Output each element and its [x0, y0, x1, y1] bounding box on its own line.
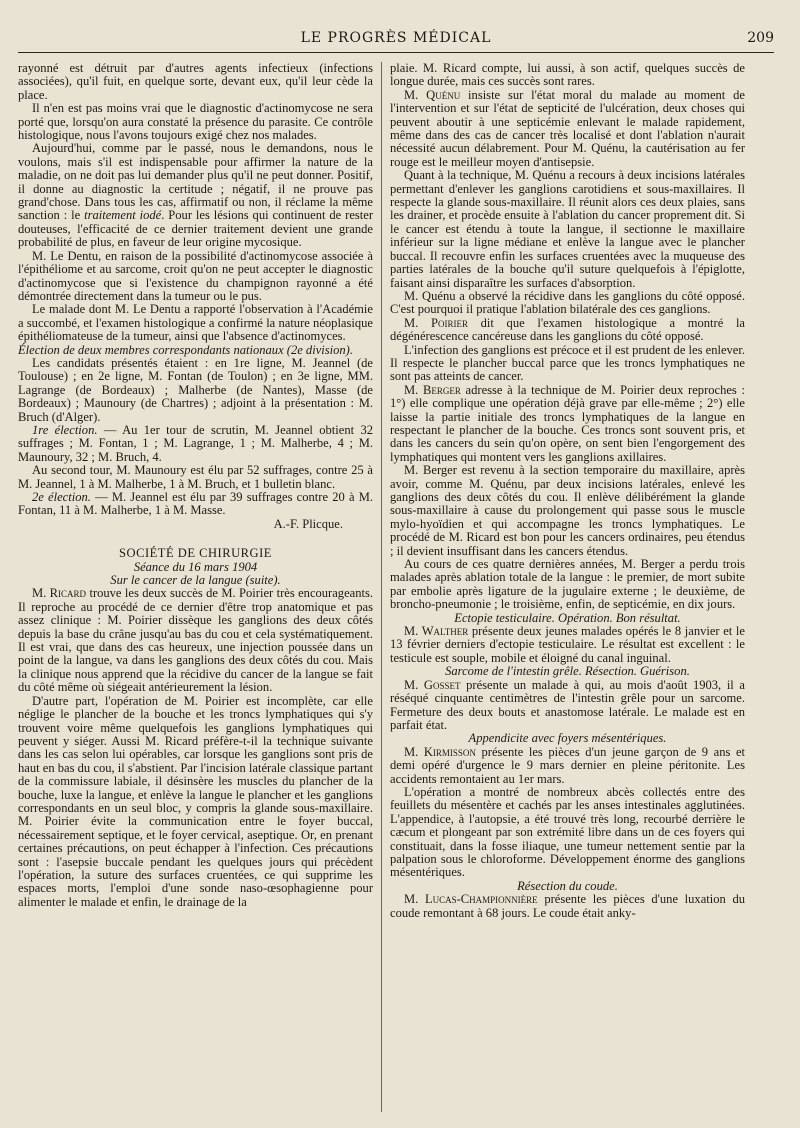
- text-run: insiste sur l'état moral du malade au moment de l'intervention et sur l'état de septicité de l'ulcération, deux choses qui peuvent aboutir à une septicémie enlevant le malade rapidement, même dans des cas de cancer très localisé et dont l'ablation n'aurait nécessité aucun délabrement. Pour M. Quénu, la cautérisation au fer rouge est le meilleur moyen d'antisepsie.: [390, 87, 745, 169]
- paragraph: [390, 317, 745, 344]
- subsection-heading: Appendicite avec foyers mésentériques.: [468, 731, 667, 746]
- speaker-name: M. Poirier: [404, 315, 468, 330]
- subsection-heading: Ectopie testiculaire. Opération. Bon résultat.: [454, 610, 681, 625]
- right-column: [390, 62, 745, 1117]
- speaker-name: M. Gosset: [404, 677, 461, 692]
- paragraph: Les candidats présentés étaient : en 1re ligne, M. Jeannel (de Toulouse) ; en 2e ligne, M. Fontan (de Toulon) ; en 3e ligne, MM. Lagrange (de Bordeaux) ; Malherbe (de Nantes), Masse (de Bordeaux) ; Maunoury (de Chartres) ; adjoint à la présentation : M. Bruch (d'Alger).: [18, 355, 373, 424]
- paragraph: Le malade dont M. Le Dentu a rapporté l'observation à l'Académie a succombé, et l'examen histologique a confirmé la nature néoplasique épithéliomateuse de la tumeur, ainsi que l'absence d'actinomyces.: [18, 302, 373, 344]
- text-run: présente les pièces d'une luxation du coude remontant à 68 jours. Le coude était anky-: [390, 892, 745, 920]
- speaker-name: M. Ricard: [32, 586, 87, 601]
- paragraph: [390, 679, 745, 733]
- paragraph: M. Le Dentu, en raison de la possibilité d'actinomycose associée à l'épithéliome et au sarcome, croit qu'on ne peut accepter le diagnostic d'actinomycose que si l'existence du champignon rayonné a été démontrée directement dans la tumeur ou le pus.: [18, 248, 373, 303]
- paragraph: [18, 491, 373, 518]
- running-header: [18, 30, 774, 50]
- paragraph: [390, 746, 745, 786]
- text-run: présente les pièces d'un jeune garçon de 9 ans et demi opéré d'urgence le 9 mars dernier en pleine péritonite. Les accidents remontaient au 1er mars.: [390, 744, 745, 786]
- journal-title: LE PROGRÈS MÉDICAL: [300, 30, 492, 46]
- paragraph: D'autre part, l'opération de M. Poirier est incomplète, car elle néglige le plancher de la bouche et les troncs lymphatiques qui s'y trouvent voire même quelquefois les ganglions lymphatiques qui peuvent y siéger. Aussi M. Ricard préfère-t-il la technique suivante dans les cas selon lui opérables, car lorsque les ganglions sont pris de haut en bas du cou, il s'abstient. Par l'incision latérale classique partant de la commissure labiale, il désinsère les muscles du plancher de la bouche, luxe la langue, et enlève la langue le plancher et les ganglions correspondants en un seul bloc, y compris la glande sous-maxillaire. M. Poirier évite la communication entre le foyer buccal, nécessairement septique, et le foyer cervical, aseptique. Or, en prenant certaines précautions, on peut échapper à l'infection. Ces précautions sont : l'asepsie buccale pendant les quelques jours qui précèdent l'opération, la suture des surfaces cruentées, ce qui supprime les espaces morts, l'emploi d'une sonde naso-œsophagienne pour alimenter le malade et enfin, le drainage de la: [18, 693, 373, 909]
- italic-run: 1re élection.: [32, 422, 98, 437]
- speaker-name: M. Lucas-Championnière: [404, 892, 538, 907]
- text-run: présente un malade à qui, au mois d'août 1903, il a réséqué cinquante centimètres de l'intestin grêle pour un sarcome. Fermeture des deux bouts et anastomose latérale. Le malade est en parfait état.: [390, 677, 745, 732]
- paragraph: [18, 587, 373, 694]
- page-number: 209: [747, 30, 774, 46]
- paragraph: plaie. M. Ricard compte, lui aussi, à son actif, quelques succès de longue durée, mais ces succès sont rares.: [390, 62, 745, 89]
- paragraph: [390, 893, 745, 920]
- paragraph: Quant à la technique, M. Quénu a recours à deux incisions latérales permettant d'enlever les ganglions carotidiens et sous-maxillaires. Il respecte la glande sous-maxillaire. Il réunit alors ces deux plaies, sans les drainer, et procède ensuite à l'ablation du cancer proprement dit. Si le cancer est étendu à toute la langue, il sectionne le maxillaire inférieur sur la ligne médiane et enlève la langue avec le plancher buccal. Il recouvre enfin les surfaces cruentées avec la muqueuse des parties latérales de la bouche qu'il suture quelquefois à l'épiglotte, faisant ainsi disparaître les surfaces d'absorption.: [390, 168, 745, 290]
- left-column: [18, 62, 373, 1117]
- text-run: adresse à la technique de M. Poirier deux reproches : 1°) elle complique une opération déjà grave par elle-même ; 2°) elle laisse la partie initiale des troncs lymphatiques de la langue en respectant le plancher de la bouche. Ces troncs sont souvent pris, et dans les cancers du sein qu'on opère, on sent bien l'engorgement des lymphatiques qui montent vers les ganglions axillaires.: [390, 382, 745, 464]
- paragraph: Au second tour, M. Maunoury est élu par 52 suffrages, contre 25 à M. Jeannel, 1 à M. Malherbe, 1 à M. Bruch, et 1 bulletin blanc.: [18, 463, 373, 491]
- signature: A.-F. Plicque.: [273, 516, 343, 531]
- text-run: Aujourd'hui, comme par le passé, nous le demandons, nous le voulons, mais s'il est indispensable pour affirmer la nature de la maladie, on ne doit pas lui demander plus qu'il ne peut donner. Positif, il donne au diagnostic la certitude ; négatif, il ne prouve pas grand'chose. Dans tous les cas, affirmatif ou non, il réclame la même sanction : le: [18, 141, 373, 223]
- seance-date: Séance du 16 mars 1904: [133, 559, 258, 574]
- text-run: — Au 1er tour de scrutin, M. Jeannel obtient 32 suffrages ; M. Fontan, 1 ; M. Lagrange, 1 ; M. Malherbe, 4 ; M. Maunoury, 32 ; M. Bruch, 4.: [18, 422, 373, 464]
- header-rule: [18, 52, 774, 53]
- italic-run: traitement iodé: [84, 208, 162, 223]
- paragraph: [18, 424, 373, 464]
- speaker-name: M. Berger: [404, 382, 461, 397]
- society-heading: SOCIÉTÉ DE CHIRURGIE: [119, 546, 272, 561]
- subsection-heading: Résection du coude.: [517, 878, 618, 893]
- paragraph: [18, 142, 373, 249]
- paragraph: M. Quénu a observé la récidive dans les ganglions du côté opposé. C'est pourquoi il pratique l'ablation bilatérale des ces ganglions.: [390, 288, 745, 317]
- text-run: . Pour les lésions qui continuent de rester douteuses, l'efficacité de ce dernier traitement devient une grande probabilité de plus, en faveur de leur origine mycosique.: [18, 208, 373, 250]
- text-run: — M. Jeannel est élu par 39 suffrages contre 20 à M. Fontan, 11 à M. Malherbe, 1 à M. Masse.: [18, 490, 373, 518]
- topic-heading: Sur le cancer de la langue (suite).: [110, 573, 281, 588]
- text-run: trouve les deux succès de M. Poirier très encourageants. Il reproche au procédé de ce dernier d'être trop anatomique et pas assez clinique : M. Poirier dissèque les ganglions des deux côtés depuis la base du crâne jusqu'au bas du cou et cela systématiquement. Il est vrai, que dans des cas heureux, une injection poussée dans un point de la langue, va dans les ganglions des deux côtés du cou. Mais la clinique nous apprend que la récidive du cancer de la langue se fait du côté même où siégeait antérieurement la lésion.: [18, 586, 373, 695]
- election-heading: Élection de deux membres correspondants nationaux (2e division).: [18, 342, 353, 357]
- column-divider: [381, 62, 382, 1112]
- speaker-name: M. Walther: [404, 624, 469, 639]
- text-run: dit que l'examen histologique a montré la dégénérescence cancéreuse dans les ganglions du côté opposé.: [390, 315, 745, 344]
- paragraph: [390, 89, 745, 169]
- paragraph: [390, 384, 745, 464]
- paragraph: L'opération a montré de nombreux abcès collectés entre des feuillets du mésentère et cachés par les anses intestinales agglutinées. L'appendice, à l'autopsie, a été trouvé très long, recourbé derrière le cæcum et plongeant par son extrémité libre dans un de ces foyers qui constituait, dans la fosse iliaque, une tumeur nettement sentie par la palpation sous le chloroforme. Développement énorme des ganglions mésentériques.: [390, 784, 745, 880]
- paragraph: M. Berger est revenu à la section temporaire du maxillaire, après avoir, comme M. Quénu, par deux incisions latérales, enlevé les ganglions des deux côtés du cou. Il enlève délibérément la glande sous-maxillaire à cause du prolongement qui passe sous le muscle mylo-hyoïdien et qui accompagne les troncs lymphatiques. Le procédé de M. Ricard est bon pour les cancers ordinaires, peu étendus ; il devient insuffisant dans les cancers étendus.: [390, 463, 745, 558]
- paragraph: L'infection des ganglions est précoce et il est prudent de les enlever. Il respecte le plancher buccal parce que les troncs lymphatiques ne sont pas atteints de cancer.: [390, 342, 745, 384]
- text-run: présente deux jeunes malades opérés le 8 janvier et le 13 février derniers d'ectopie testiculaire. Le résultat est excellent : le testicule est souple, mobile et éloigné du canal inguinal.: [390, 624, 745, 665]
- speaker-name: M. Quénu: [404, 87, 461, 102]
- paragraph: Au cours de ces quatre dernières années, M. Berger a perdu trois malades après ablation totale de la langue : le premier, de mort subite par embolie après ligature de la jugulaire externe ; le deuxième, de broncho-pneumonie ; le troisième, enfin, de septicémie, en dix jours.: [390, 557, 745, 612]
- paragraph: [390, 625, 745, 665]
- subsection-heading: Sarcome de l'intestin grêle. Résection. Guérison.: [445, 664, 690, 679]
- speaker-name: M. Kirmisson: [404, 744, 476, 759]
- italic-run: 2e élection.: [32, 490, 91, 504]
- paragraph: rayonné est détruit par d'autres agents infectieux (infections associées), qu'il fuit, en quelque sorte, devant eux, qu'il leur cède la place.: [18, 62, 373, 102]
- paragraph: Il n'en est pas moins vrai que le diagnostic d'actinomycose ne sera porté que, lorsqu'on aura constaté la présence du parasite. Ce contrôle histologique, nous l'avons toujours exigé chez nos malades.: [18, 101, 373, 143]
